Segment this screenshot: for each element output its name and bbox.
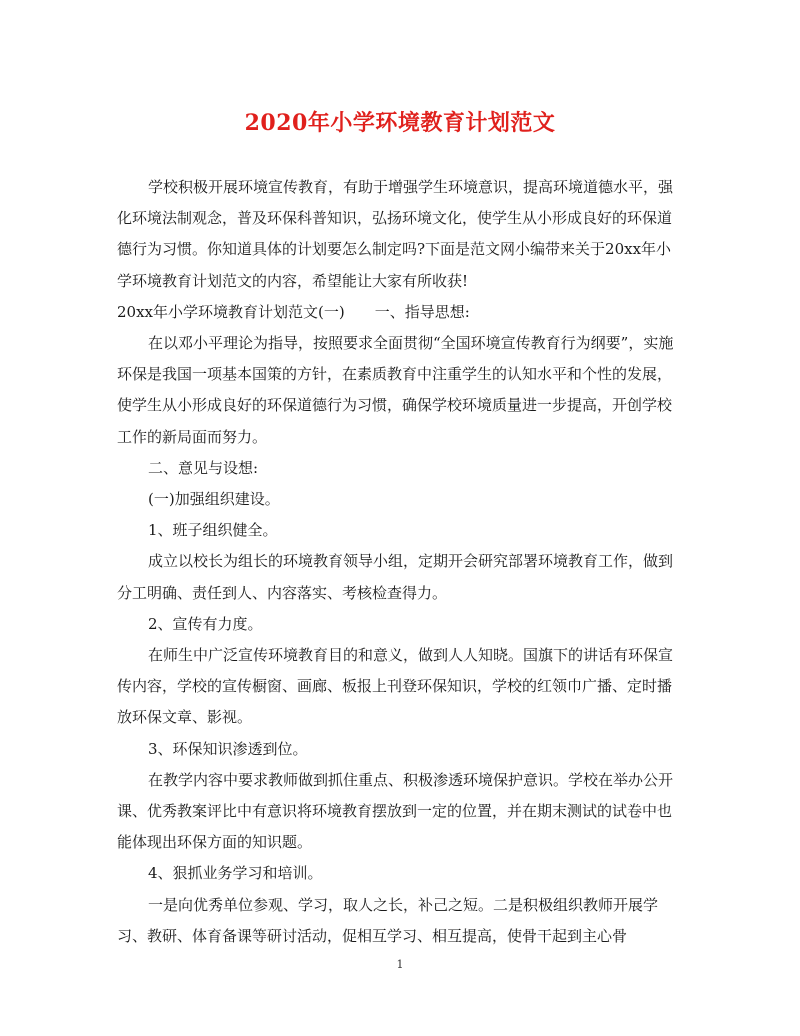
subheading-organization: (一)加强组织建设。 [148,490,280,509]
item-heading-2: 2、宣传有力度。 [148,614,263,633]
item-paragraph-2: 在师生中广泛宣传环境教育目的和意义，做到人人知晓。国旗下的讲话有环保宣传内容，学校的宣传橱窗、画廊、板报上刊登环保知识，学校的红领巾广播、定时播放环保文章、影视。 [117,646,674,727]
item-heading-3: 3、环保知识渗透到位。 [148,739,308,758]
section-heading-plan-one: 20xx年小学环境教育计划范文(一) 一、指导思想: [117,302,470,321]
guiding-thought-paragraph: 在以邓小平理论为指导，按照要求全面贯彻“全国环境宣传教育行为纲要”，实施环保是我国一项基本国策的方针，在素质教育中注重学生的认知水平和个性的发展，使学生从小形成良好的环保道德行为习惯，确保学校环境质量进一步提高，开创学校工作的新局面而努力。 [117,334,674,446]
section-heading-opinions: 二、意见与设想: [148,458,259,477]
item-paragraph-3: 在教学内容中要求教师做到抓住重点、积极渗透环境保护意识。学校在举办公开课、优秀教案评比中有意识将环境教育摆放到一定的位置，并在期末测试的试卷中也能体现出环保方面的知识题。 [117,770,674,852]
item-heading-1: 1、班子组织健全。 [148,521,278,540]
item-heading-4: 4、狠抓业务学习和培训。 [148,864,323,883]
item-paragraph-1: 成立以校长为组长的环境教育领导小组，定期开会研究部署环境教育工作，做到分工明确、责任到人、内容落实、考核检查得力。 [117,552,674,602]
document-body [117,172,677,952]
document-title: 2020年小学环境教育计划范文 [244,110,556,136]
intro-paragraph: 学校积极开展环境宣传教育，有助于增强学生环境意识，提高环境道德水平，强化环境法制观念，普及环保科普知识，弘扬环境文化，使学生从小形成良好的环保道德行为习惯。你知道具体的计划要怎么制定吗?下面是范文网小编带来关于20xx年小学环境教育计划范文的内容，希望能让大家有所收获! [117,178,674,290]
item-paragraph-4: 一是向优秀单位参观、学习，取人之长，补己之短。二是积极组织教师开展学习、教研、体育备课等研讨活动，促相互学习、相互提高，使骨干起到主心骨 [117,895,659,945]
page-number: 1 [396,958,404,971]
